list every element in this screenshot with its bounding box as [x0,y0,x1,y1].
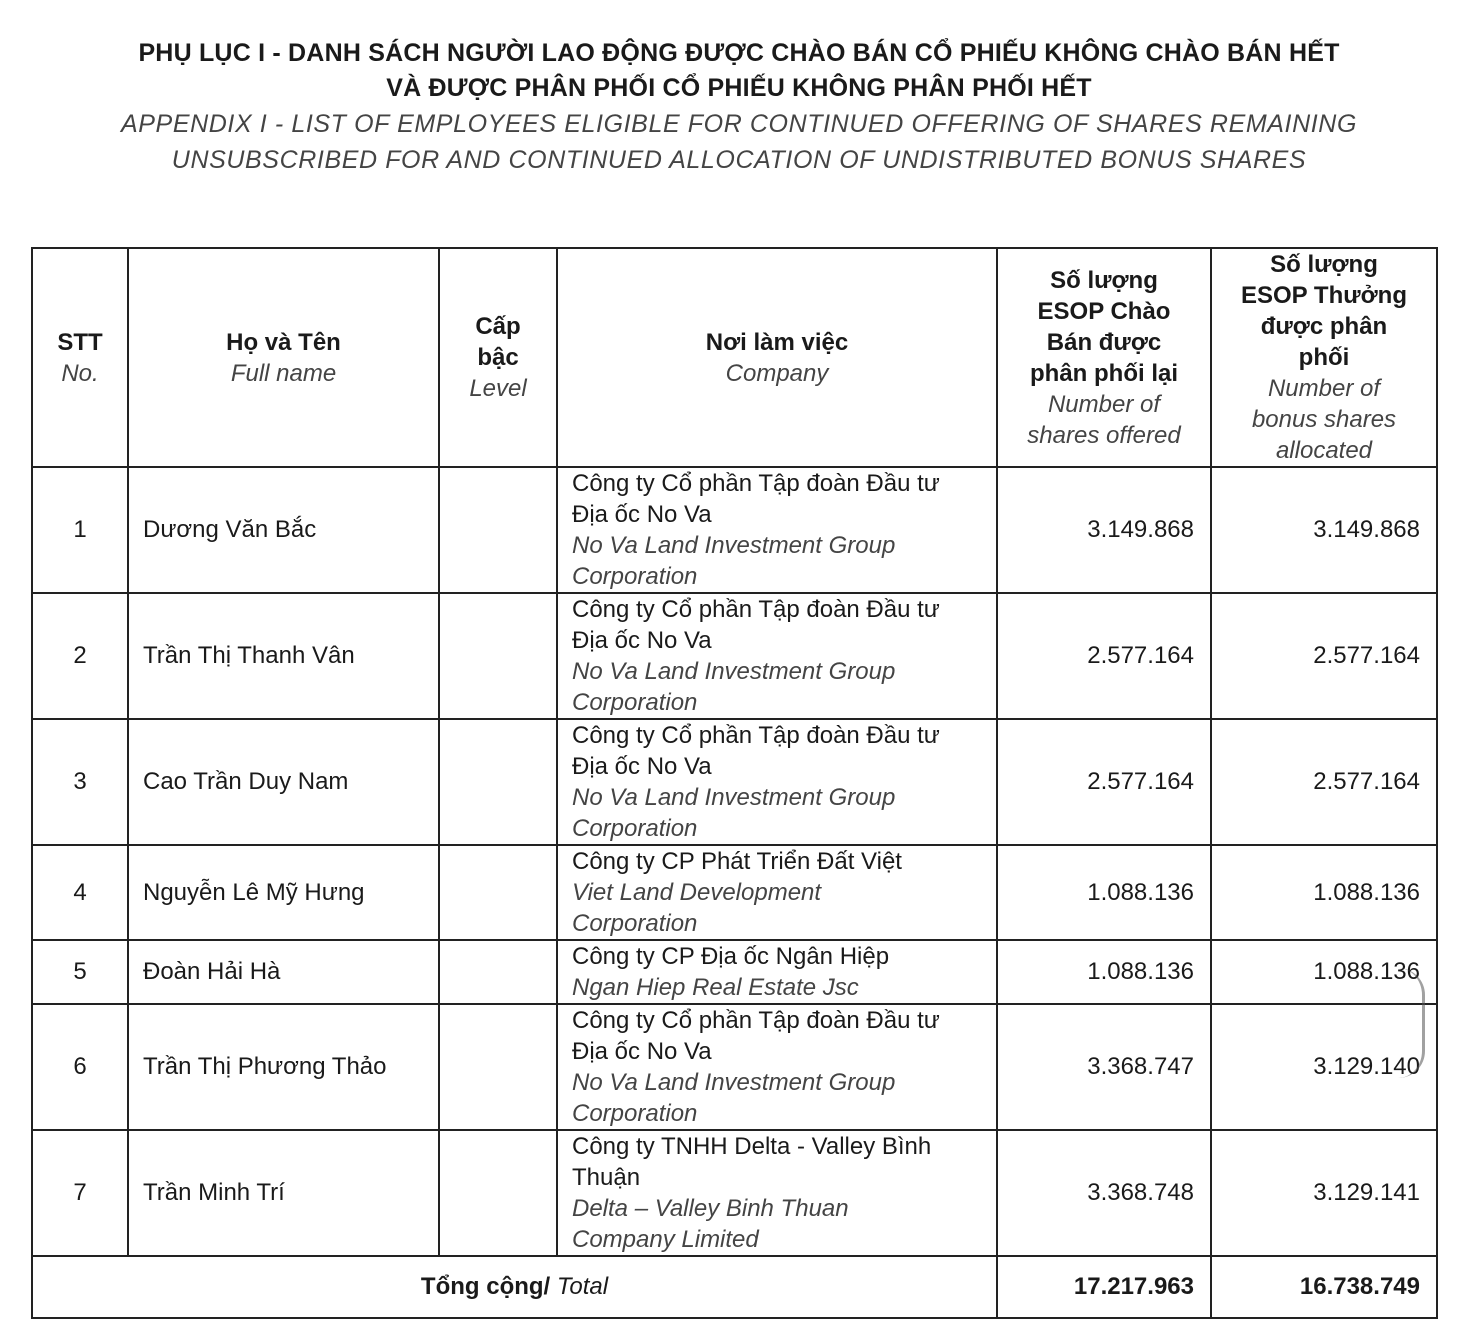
row-bonus: 2.577.164 [1211,719,1437,845]
total-row [32,1256,1437,1318]
row-bonus: 3.129.141 [1211,1130,1437,1256]
table-row [32,1004,1437,1130]
title-en-line2: UNSUBSCRIBED FOR AND CONTINUED ALLOCATION OF UNDISTRIBUTED BONUS SHARES [171,146,1307,174]
row-bonus: 1.088.136 [1211,940,1437,1004]
row-level [439,845,557,940]
row-name: Trần Thị Phương Thảo [128,1004,439,1130]
row-no: 5 [32,940,128,1004]
row-name: Đoàn Hải Hà [128,940,439,1004]
row-offered: 1.088.136 [997,845,1211,940]
row-company: Công ty Cổ phần Tập đoàn Đầu tư Địa ốc No Va No Va Land Investment Group Corporation [557,719,997,845]
table-row [32,719,1437,845]
row-level [439,467,557,593]
header-bonus: Số lượng ESOP Thưởng được phân phối Number of bonus shares allocated [1211,248,1437,467]
row-company: Công ty CP Địa ốc Ngân Hiệp Ngan Hiep Real Estate Jsc [557,940,997,1004]
row-level [439,1130,557,1256]
row-no: 6 [32,1004,128,1130]
pen-mark [1398,968,1425,1078]
table-row [32,940,1437,1004]
title-en-line1: APPENDIX I - LIST OF EMPLOYEES ELIGIBLE FOR CONTINUED OFFERING OF SHARES REMAINING [121,110,1357,138]
total-bonus: 16.738.749 [1211,1256,1437,1318]
row-no: 7 [32,1130,128,1256]
row-company: Công ty TNHH Delta - Valley Bình Thuận Delta – Valley Binh Thuan Company Limited [557,1130,997,1256]
row-no: 2 [32,593,128,719]
row-bonus: 3.149.868 [1211,467,1437,593]
row-company: Công ty Cổ phần Tập đoàn Đầu tư Địa ốc No Va No Va Land Investment Group Corporation [557,467,997,593]
row-no: 4 [32,845,128,940]
table-header-row [32,248,1437,467]
header-level: Cấp bậc Level [439,248,557,467]
row-level [439,719,557,845]
total-offered: 17.217.963 [997,1256,1211,1318]
title-vn-line1: PHỤ LỤC I - DANH SÁCH NGƯỜI LAO ĐỘNG ĐƯỢC CHÀO BÁN CỔ PHIẾU KHÔNG CHÀO BÁN HẾT [138,39,1340,67]
header-name: Họ và Tên Full name [128,248,439,467]
row-level [439,1004,557,1130]
row-level [439,593,557,719]
row-name: Trần Minh Trí [128,1130,439,1256]
row-level [439,940,557,1004]
row-bonus: 2.577.164 [1211,593,1437,719]
row-bonus: 3.129.140 [1211,1004,1437,1130]
row-offered: 3.368.748 [997,1130,1211,1256]
row-offered: 2.577.164 [997,719,1211,845]
header-offered: Số lượng ESOP Chào Bán được phân phối lại Number of shares offered [997,248,1211,467]
row-name: Trần Thị Thanh Vân [128,593,439,719]
table-row [32,1130,1437,1256]
total-label: Tổng cộng/ Total [32,1256,997,1318]
row-offered: 3.149.868 [997,467,1211,593]
table-row [32,845,1437,940]
row-company: Công ty Cổ phần Tập đoàn Đầu tư Địa ốc No Va No Va Land Investment Group Corporation [557,1004,997,1130]
row-no: 3 [32,719,128,845]
table-row [32,593,1437,719]
row-name: Dương Văn Bắc [128,467,439,593]
row-name: Nguyễn Lê Mỹ Hưng [128,845,439,940]
row-offered: 3.368.747 [997,1004,1211,1130]
table-row [32,467,1437,593]
row-bonus: 1.088.136 [1211,845,1437,940]
row-offered: 1.088.136 [997,940,1211,1004]
row-no: 1 [32,467,128,593]
row-company: Công ty CP Phát Triển Đất Việt Viet Land Development Corporation [557,845,997,940]
header-no: STT No. [32,248,128,467]
row-company: Công ty Cổ phần Tập đoàn Đầu tư Địa ốc No Va No Va Land Investment Group Corporation [557,593,997,719]
title-vn-line2: VÀ ĐƯỢC PHÂN PHỐI CỔ PHIẾU KHÔNG PHÂN PHỐI HẾT [386,74,1092,102]
employee-shares-table [31,247,1438,1319]
row-name: Cao Trần Duy Nam [128,719,439,845]
row-offered: 2.577.164 [997,593,1211,719]
document-header [0,36,1478,178]
header-company: Nơi làm việc Company [557,248,997,467]
